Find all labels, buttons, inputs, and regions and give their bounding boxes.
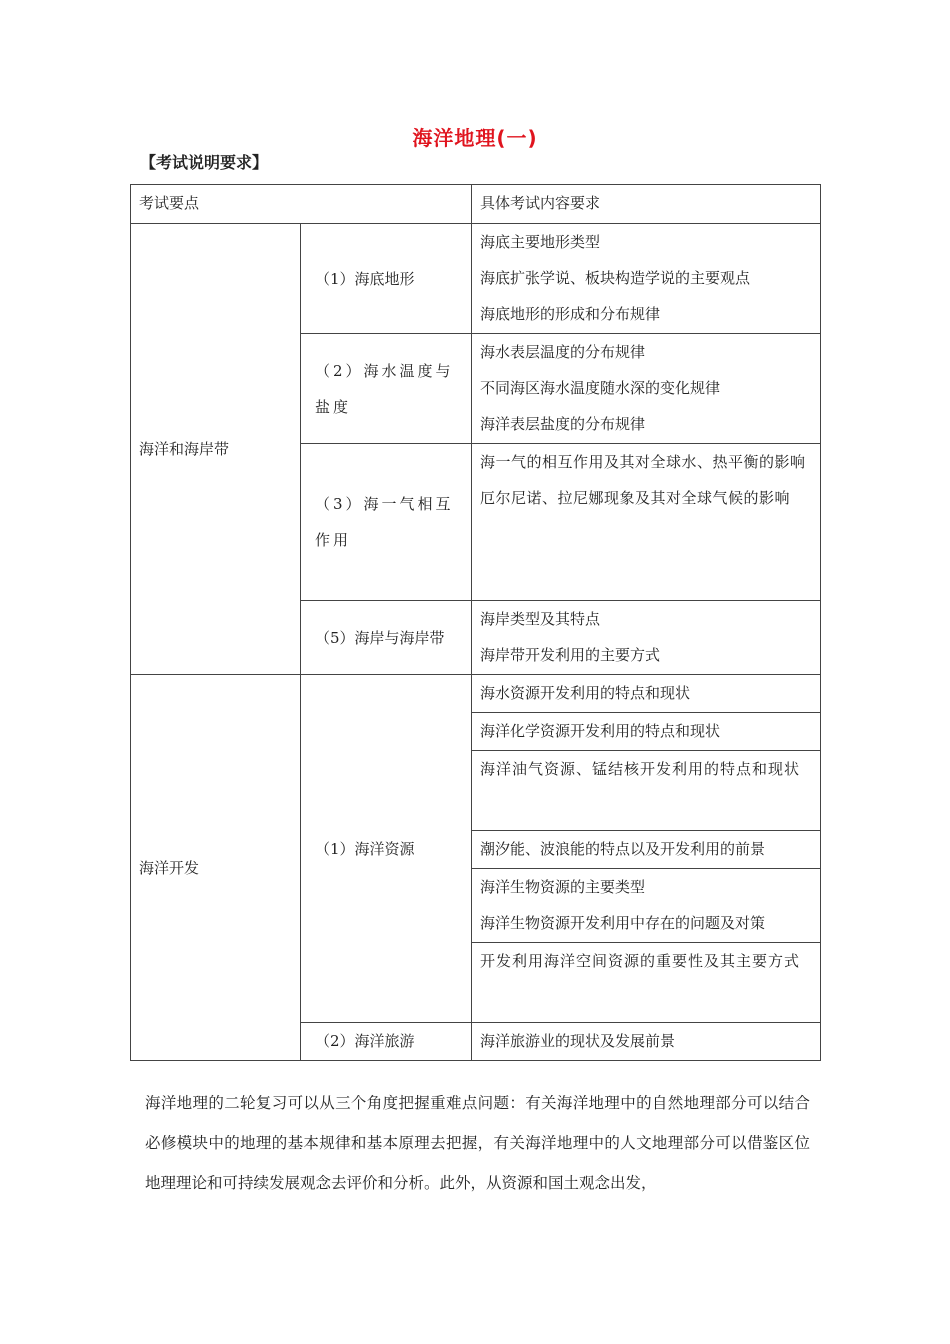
content-item: 海洋生物资源的主要类型 (480, 878, 646, 896)
point-cell: （1）海洋资源 (301, 675, 472, 1023)
table-row (131, 224, 821, 334)
point-cell: （2）海洋旅游 (301, 1023, 472, 1061)
content-cell (472, 444, 821, 601)
content-cell (472, 334, 821, 444)
header-cell-content: 具体考试内容要求 (472, 185, 821, 224)
content-item: 海洋表层盐度的分布规律 (480, 415, 646, 433)
content-item: 厄尔尼诺、拉尼娜现象及其对全球气候的影响 (480, 489, 791, 507)
content-cell (472, 601, 821, 675)
content-cell: 海水资源开发利用的特点和现状 (472, 675, 821, 713)
content-item: 海一气的相互作用及其对全球水、热平衡的影响 (480, 453, 806, 471)
content-cell: 海洋旅游业的现状及发展前景 (472, 1023, 821, 1061)
content-cell: 海洋油气资源、锰结核开发利用的特点和现状 (472, 751, 821, 831)
content-cell (472, 224, 821, 334)
content-item: 海底主要地形类型 (480, 233, 601, 251)
point-cell: （5）海岸与海岸带 (301, 601, 472, 675)
exam-requirements-table (130, 184, 821, 1061)
group-label: 海洋和海岸带 (131, 224, 301, 675)
table-row (131, 675, 821, 713)
group-label: 海洋开发 (131, 675, 301, 1061)
table-header-row (131, 185, 821, 224)
section-heading: 【考试说明要求】 (140, 153, 269, 172)
point-cell: （1）海底地形 (301, 224, 472, 334)
content-item: 不同海区海水温度随水深的变化规律 (480, 379, 721, 397)
header-cell-points: 考试要点 (131, 185, 472, 224)
content-cell: 开发利用海洋空间资源的重要性及其主要方式 (472, 943, 821, 1023)
content-item: 海底扩张学说、板块构造学说的主要观点 (480, 269, 751, 287)
content-cell (472, 869, 821, 943)
content-item: 海岸类型及其特点 (480, 610, 601, 628)
content-item: 海岸带开发利用的主要方式 (480, 646, 661, 664)
content-item: 海洋生物资源开发利用中存在的问题及对策 (480, 914, 766, 932)
content-cell: 潮汐能、波浪能的特点以及开发利用的前景 (472, 831, 821, 869)
content-item: 海水表层温度的分布规律 (480, 343, 646, 361)
point-cell: （2）海水温度与盐度 (301, 334, 472, 444)
page-title: 海洋地理(一) (412, 126, 538, 150)
body-paragraph: 海洋地理的二轮复习可以从三个角度把握重难点问题：有关海洋地理中的自然地理部分可以结合必修模块中的地理的基本规律和基本原理去把握，有关海洋地理中的人文地理部分可以借鉴区位地理理论和可持续发展观念去评价和分析。此外，从资源和国土观念出发， (145, 1094, 810, 1192)
content-item: 海底地形的形成和分布规律 (480, 305, 661, 323)
content-cell: 海洋化学资源开发利用的特点和现状 (472, 713, 821, 751)
point-cell: （3）海一气相互作用 (301, 444, 472, 601)
